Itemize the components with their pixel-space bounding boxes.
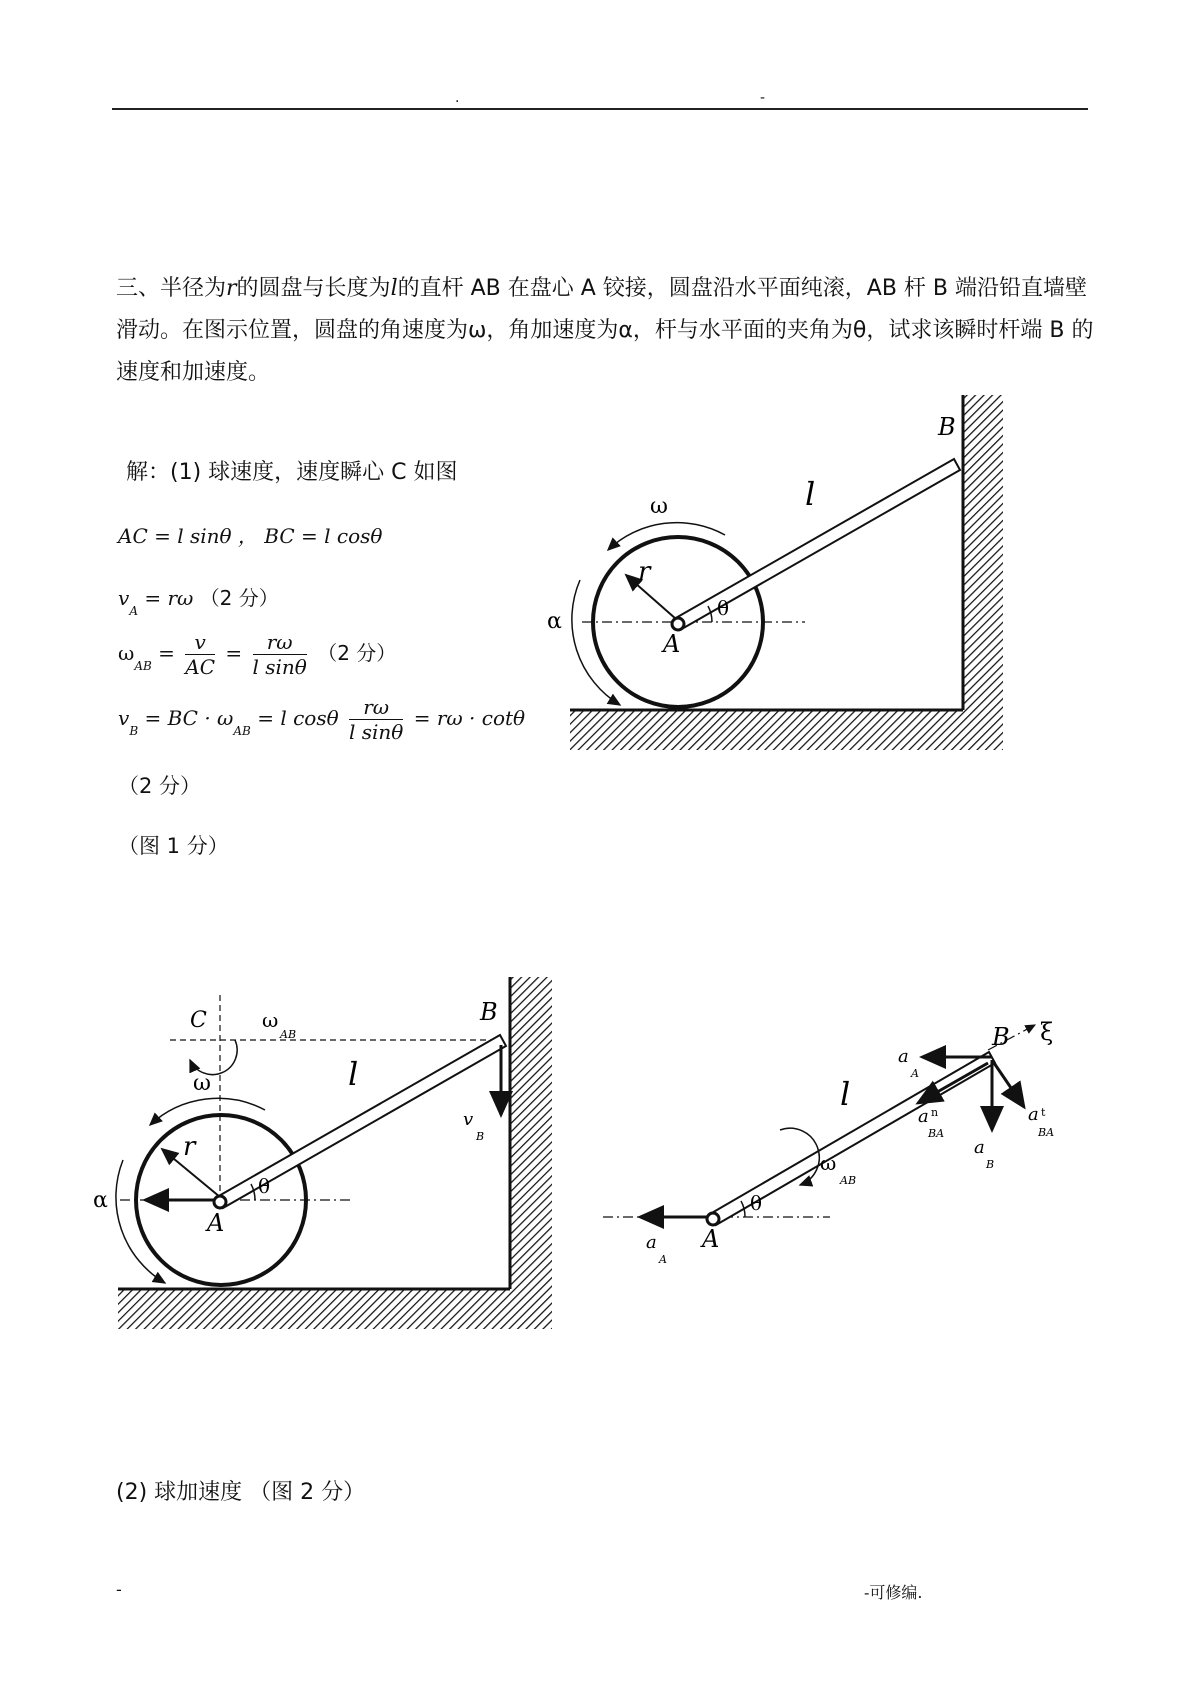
header-rule — [112, 108, 1088, 110]
vb-rhs: = rω · cotθ — [413, 706, 526, 730]
label-omega-ab: ω — [262, 1008, 279, 1032]
vb-subscript: B — [129, 724, 139, 738]
acceleration-abn-arrow — [918, 1063, 988, 1103]
header-mark-right: - — [760, 90, 766, 106]
label-vb-sub: B — [476, 1130, 485, 1143]
figure-rod-acceleration — [600, 1000, 1080, 1290]
fraction-va-ac-num: v — [185, 630, 215, 655]
label-l: l — [348, 1055, 359, 1093]
label-abn: a — [918, 1106, 929, 1127]
fraction-rw-lsin-den: l sinθ — [252, 655, 307, 679]
ground-hatch — [570, 710, 1000, 750]
label-aa-b-sub: A — [911, 1067, 919, 1080]
va-subscript: A — [129, 604, 138, 618]
va-score-mark: （2 分） — [199, 586, 279, 610]
omega-ab-score-mark: （2 分） — [317, 641, 397, 665]
label-theta: θ — [750, 1191, 763, 1215]
label-alpha: α — [93, 1188, 108, 1213]
va-symbol: v — [118, 586, 130, 610]
omega-ab-symbol: ω — [118, 641, 135, 665]
label-r: r — [183, 1132, 196, 1162]
pin-a — [214, 1196, 226, 1208]
omega-ab-arc — [190, 1040, 237, 1075]
label-abn-sub: BA — [928, 1127, 945, 1140]
pin-a — [707, 1213, 719, 1225]
label-ab-sub: B — [986, 1158, 995, 1171]
label-a: A — [702, 1225, 720, 1253]
fraction-va-ac — [185, 630, 215, 679]
label-abt-sub: BA — [1038, 1126, 1055, 1139]
problem-symbol-r: r — [226, 276, 237, 301]
label-c: C — [190, 1008, 207, 1033]
label-theta: θ — [717, 596, 730, 620]
problem-text-3: 的直杆 AB 在盘心 A 铰接，圆盘沿水平面纯滚，AB 杆 B 端沿铅直墙壁滑动。在图示位置，圆盘的角速度为ω，角加速度为α，杆与水平面的夹角为θ，试求该瞬时杆端 B 的速度和加速度。 — [116, 276, 1094, 385]
label-omega-ab-sub: AB — [840, 1174, 857, 1187]
label-aa: a — [646, 1232, 657, 1253]
label-xi: ξ — [1040, 1018, 1054, 1046]
fraction-vb — [349, 695, 403, 744]
label-abt-sup: t — [1041, 1106, 1046, 1119]
vb-lcos: = l cosθ — [257, 706, 339, 730]
label-omega-ab: ω — [820, 1151, 837, 1175]
label-ab: a — [974, 1137, 985, 1158]
label-alpha: α — [547, 609, 562, 634]
figure-disk-rod-1 — [530, 390, 1030, 760]
footer-left: - — [116, 1580, 122, 1599]
label-a: A — [663, 630, 681, 658]
vb-mid-subscript: AB — [233, 724, 251, 738]
header-mark-left: . — [455, 90, 460, 106]
label-omega: ω — [650, 494, 668, 519]
equation-va — [118, 582, 279, 618]
equation-vb — [118, 695, 525, 744]
acceleration-abt-arrow — [992, 1060, 1024, 1107]
label-abt: a — [1028, 1104, 1039, 1125]
fraction-va-ac-den: AC — [185, 655, 216, 679]
problem-symbol-l: l — [390, 276, 398, 301]
label-abn-sup: n — [931, 1106, 939, 1119]
radius-r — [626, 575, 676, 619]
fraction-rw-lsin — [253, 630, 307, 679]
fraction-vb-num: rω — [349, 695, 403, 720]
label-b: B — [938, 413, 956, 441]
solution-step-2: (2) 球加速度 （图 2 分） — [116, 1480, 366, 1505]
problem-text-1: 三、半径为 — [116, 276, 227, 301]
fraction-vb-den: l sinθ — [349, 720, 404, 744]
omega-ab-subscript: AB — [134, 659, 152, 673]
label-theta: θ — [258, 1174, 271, 1198]
vb-mid: = BC · ω — [144, 706, 234, 730]
equation-ac-bc — [118, 520, 382, 549]
label-aa-sub: A — [659, 1253, 667, 1266]
footer-right: -可修编. — [864, 1583, 923, 1602]
problem-statement — [116, 268, 1096, 394]
figure-disk-rod-velocity — [90, 975, 560, 1340]
wall-hatch — [963, 395, 1003, 750]
vb-symbol: v — [118, 706, 130, 730]
label-r: r — [638, 557, 651, 587]
fraction-rw-lsin-num: rω — [253, 630, 307, 655]
vb-score-mark: （2 分） — [118, 774, 202, 798]
label-vb: v — [463, 1109, 474, 1130]
equation-omega-ab: $\omega_{AB}$ = $\frac{v}{AC}$ = $\frac{r\omega}{\text{l sinθ}}$ （2 分） — [118, 630, 397, 679]
equation-ac-bc-text: AC = l sinθ ， BC = l cosθ — [118, 524, 383, 548]
solution-step-1: 解：(1) 球速度，速度瞬心 C 如图 — [126, 460, 458, 485]
label-l: l — [805, 475, 816, 513]
label-b: B — [480, 998, 498, 1026]
label-aa-b: a — [898, 1046, 909, 1067]
label-a: A — [207, 1209, 225, 1237]
wall-hatch — [510, 977, 552, 1329]
problem-text-2: 的圆盘与长度为 — [236, 276, 391, 301]
label-b: B — [992, 1023, 1010, 1051]
pin-a — [672, 618, 684, 630]
va-rhs: = rω — [144, 586, 194, 610]
label-l: l — [840, 1075, 851, 1113]
label-omega: ω — [193, 1071, 211, 1096]
figure-score-mark: （图 1 分） — [118, 834, 229, 858]
ground-hatch — [118, 1289, 518, 1329]
label-omega-ab-sub: AB — [280, 1028, 297, 1041]
